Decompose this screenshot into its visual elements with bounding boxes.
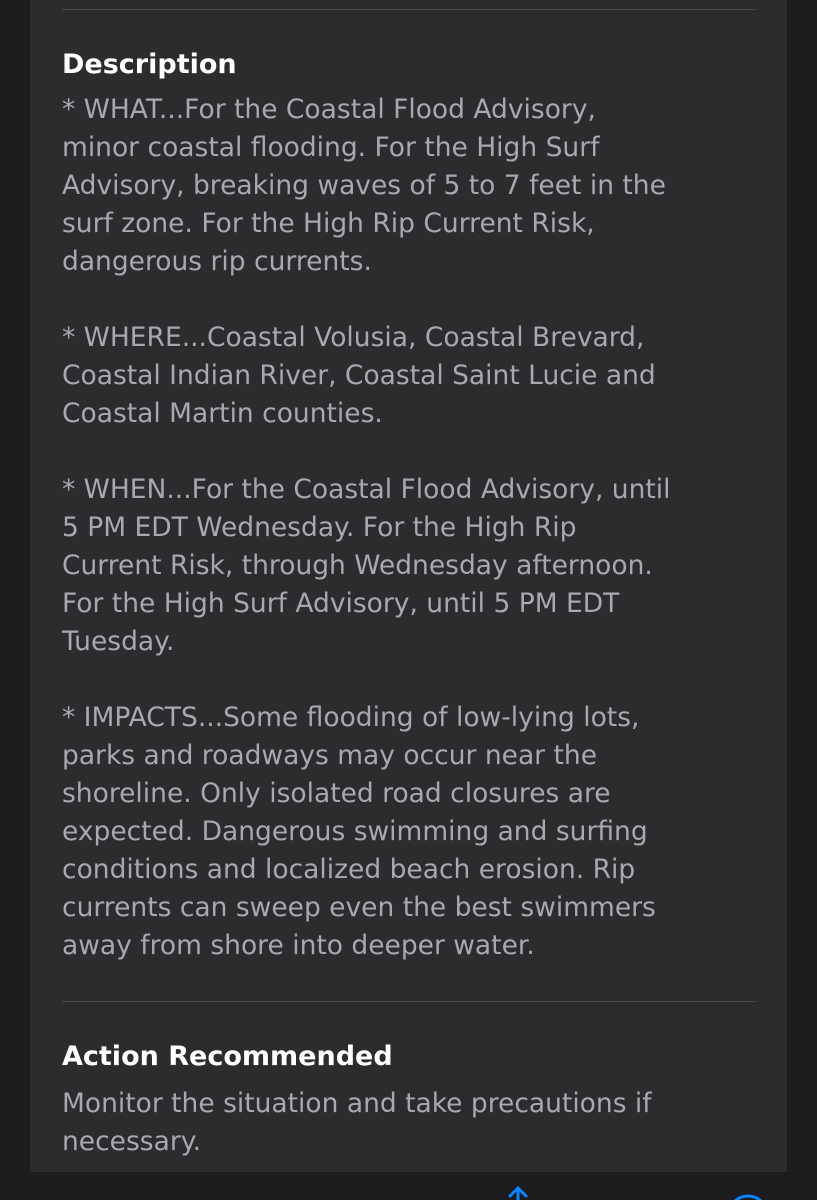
description-line: * WHEN...For the Coastal Flood Advisory, until [62,474,671,505]
description-line: Advisory, breaking waves of 5 to 7 feet in the [62,170,666,201]
description-line: * WHERE...Coastal Volusia, Coastal Brevard, [62,322,645,353]
description-line: parks and roadways may occur near the [62,740,597,771]
description-line: expected. Dangerous swimming and surfing [62,816,648,847]
description-line: conditions and localized beach erosion. Rip [62,854,636,885]
description-line: Tuesday. [62,626,175,657]
description-line: Current Risk, through Wednesday afternoon. [62,550,653,581]
description-line: currents can sweep even the best swimmers [62,892,656,923]
description-line: Coastal Martin counties. [62,398,383,429]
action-line: Monitor the situation and take precautions if [62,1088,652,1119]
description-line: away from shore into deeper water. [62,930,535,961]
bottom-toolbar [0,1172,817,1200]
description-line: minor coastal flooding. For the High Surf [62,132,600,163]
description-line: shoreline. Only isolated road closures are [62,778,611,809]
description-line: surf zone. For the High Rip Current Risk, [62,208,595,239]
top-divider [62,9,756,10]
action-recommended-title: Action Recommended [62,1041,393,1072]
description-line: * IMPACTS...Some flooding of low-lying lots, [62,702,640,733]
description-line: dangerous rip currents. [62,246,372,277]
description-title: Description [62,49,237,80]
description-line: 5 PM EDT Wednesday. For the High Rip [62,512,577,543]
description-line: Coastal Indian River, Coastal Saint Lucie and [62,360,656,391]
section-divider [62,1001,756,1002]
info-icon[interactable] [726,1190,770,1200]
description-line: For the High Surf Advisory, until 5 PM EDT [62,588,620,619]
action-line: necessary. [62,1126,202,1157]
description-line: * WHAT...For the Coastal Flood Advisory, [62,94,596,125]
share-icon[interactable] [500,1186,536,1200]
